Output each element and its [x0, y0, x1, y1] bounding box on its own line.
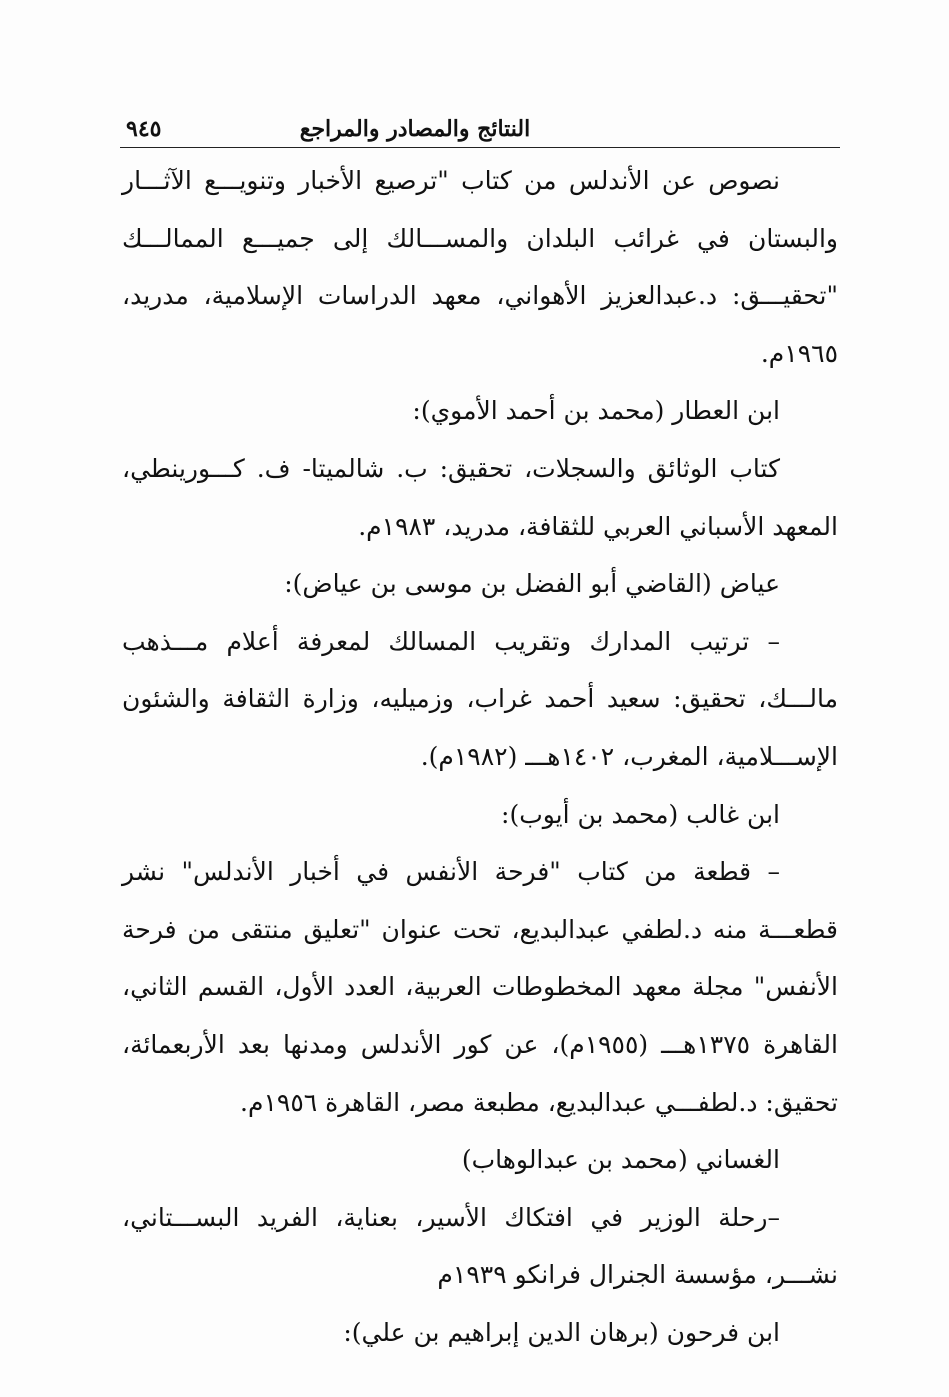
- author-heading: ابن العطار (محمد بن أحمد الأموي):: [412, 396, 780, 426]
- reference-entry: – قطعة من كتاب "فرحة الأنفس في أخبار الأندلس" نشر قطعـــة منه د.لطفي عبدالبديع، تحت عنوان "تعليق منتقى من فرحة الأنفس" مجلة معهد المخطوطات العربية، العدد الأول، القسم الثاني، القاهرة ١٣٧٥هـــ (١٩٥٥م)، عن كور الأندلس ومدنها بعد الأربعمائة، تحقيق: د.لطفـــي عبدالبديع، مطبعة مصر، القاهرة ١٩٥٦م.: [122, 857, 838, 1117]
- reference-entry: كتاب الوثائق والسجلات، تحقيق: ب. شالميتا- ف. كـــورينطي، المعهد الأسباني العربي للثقافة، مدريد، ١٩٨٣م.: [122, 453, 838, 541]
- author-heading: ابن فرحون (برهان الدين إبراهيم بن علي):: [343, 1317, 780, 1347]
- reference-entry: نصوص عن الأندلس من كتاب "ترصيع الأخبار وتنويـــع الآثـــار والبستان في غرائب البلدان والمســـالك إلى جميـــع الممالـــك "تحقيـــق: د.عبدالعزيز الأهواني، معهد الدراسات الإسلامية، مدريد، ١٩٦٥م.: [122, 166, 838, 368]
- reference-entry: – ترتيب المدارك وتقريب المسالك لمعرفة أعلام مـــذهب مالـــك، تحقيق: سعيد أحمد غراب، وزميليه، وزارة الثقافة والشئون الإســـلامية، المغرب، ١٤٠٢هـــ (١٩٨٢م).: [122, 626, 838, 771]
- header-rule: [120, 147, 840, 148]
- running-header: [120, 112, 840, 146]
- author-heading: عياض (القاضي أبو الفضل بن موسى بن عياض):: [284, 569, 780, 599]
- reference-entry: –رحلة الوزير في افتكاك الأسير، بعناية، الفريد البســـتاني، نشـــر، مؤسسة الجنرال فرانكو ١٩٣٩م: [122, 1202, 838, 1290]
- running-title: النتائج والمصادر والمراجع: [299, 116, 531, 142]
- page-number: ٩٤٥: [126, 116, 162, 142]
- author-heading: الغساني (محمد بن عبدالوهاب): [461, 1145, 780, 1175]
- author-heading: ابن غالب (محمد بن أيوب):: [501, 799, 780, 829]
- bibliography-body: [122, 152, 838, 1361]
